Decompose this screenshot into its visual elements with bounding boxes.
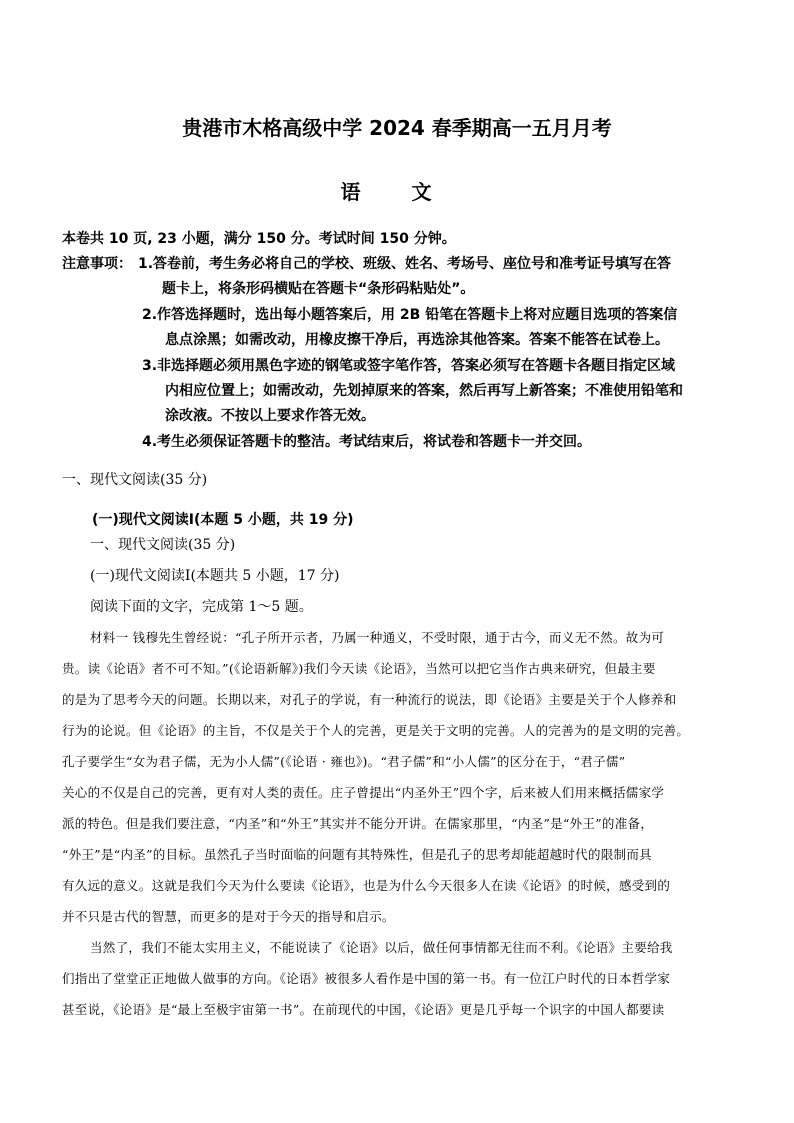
note-item-3: 3.非选择题必须用黑色字迹的钢笔或签字笔作答，答案必须写在答题卡各题目指定区域 bbox=[142, 358, 676, 374]
note-item-4: 4.考生必须保证答题卡的整洁。考试结束后，将试卷和答题卡一并交回。 bbox=[142, 434, 592, 450]
subject-heading: 语 文 bbox=[340, 180, 454, 204]
note-item-3-cont2: 涂改液。不按以上要求作答无效。 bbox=[165, 408, 375, 424]
note-item-3-cont: 内相应位置上；如需改动，先划掉原来的答案，然后再写上新答案；不准使用铅笔和 bbox=[165, 383, 683, 399]
paragraph-line: 有久远的意义。这就是我们今天为什么要读《论语》，也是为什么今天很多人在读《论语》的时候，感受到的 bbox=[62, 878, 671, 893]
paragraph-line: 行为的论说。但《论语》的主旨，不仅是关于个人的完善，更是关于文明的完善。人的完善为的是文明的完善。 bbox=[62, 723, 690, 738]
paragraph-line: 关心的不仅是自己的完善，更有对人类的责任。庄子曾提出“内圣外王”四个字，后来被人们用来概括儒家学 bbox=[62, 785, 665, 800]
paragraph-line: “外王”是“内圣”的目标。虽然孔子当时面临的问题有其特殊性，但是孔子的思考却能超越时代的限制而具 bbox=[62, 847, 652, 862]
note-item-1: 1.答卷前，考生务必将自己的学校、班级、姓名、考场号、座位号和准考证号填写在答 bbox=[138, 256, 672, 272]
exam-info: 本卷共 10 页, 23 小题，满分 150 分。考试时间 150 分钟。 bbox=[62, 231, 456, 247]
subsection-heading: (一)现代文阅读Ⅰ(本题 5 小题，共 19 分) bbox=[92, 512, 354, 528]
section-heading-repeat: 一、现代文阅读(35 分) bbox=[90, 537, 236, 553]
section-heading: 一、现代文阅读(35 分) bbox=[62, 472, 208, 488]
note-item-2-cont: 息点涂黑；如需改动，用橡皮擦干净后，再选涂其他答案。答案不能答在试卷上。 bbox=[165, 332, 669, 348]
exam-title: 贵港市木格高级中学 2024 春季期高一五月月考 bbox=[182, 116, 612, 140]
paragraph-line: 的是为了思考今天的问题。长期以来，对孔子的学说，有一种流行的说法，即《论语》主要是关于个人修养和 bbox=[62, 692, 677, 707]
paragraph-line: 们指出了堂堂正正地做人做事的方向。《论语》被很多人看作是中国的第一书。有一位江户时代的日本哲学家 bbox=[62, 971, 671, 986]
note-item-1-cont: 题卡上，将条形码横贴在答题卡“条形码粘贴处”。 bbox=[162, 281, 475, 297]
paragraph-line: 派的特色。但是我们要注意，“内圣”和“外王”其实并不能分开讲。在儒家那里，“内圣”是“外王”的准备， bbox=[62, 816, 654, 831]
paragraph-line: 贵。读《论语》者不可不知。”(《论语新解》)我们今天读《论语》，当然可以把它当作古典来研究，但最主要 bbox=[62, 661, 656, 676]
note-item-2: 2.作答选择题时，选出每小题答案后，用 2B 铅笔在答题卡上将对应题目选项的答案信 bbox=[142, 307, 678, 323]
paragraph-line: 孔子要学生“女为君子儒，无为小人儒”(《论语 · 雍也》)。“君子儒”和“小人儒”的区分在于，“君子儒” bbox=[62, 754, 626, 769]
subsection-heading-repeat: (一)现代文阅读Ⅰ(本题共 5 小题，17 分) bbox=[90, 568, 340, 584]
paragraph-line: 甚至说，《论语》是“最上至极宇宙第一书”。在前现代的中国，《论语》更是几乎每一个识字的中国人都要读 bbox=[62, 1002, 665, 1017]
notes-label: 注意事项： bbox=[62, 256, 132, 272]
reading-instruction: 阅读下面的文字，完成第 1～5 题。 bbox=[90, 599, 313, 615]
paragraph-line: 材料一 钱穆先生曾经说：“孔子所开示者，乃属一种通义，不受时限，通于古今，而义无不然。故为可 bbox=[90, 630, 665, 645]
paragraph-line: 并不只是古代的智慧，而更多的是对于今天的指导和启示。 bbox=[62, 909, 395, 924]
paragraph-line: 当然了，我们不能太实用主义，不能说读了《论语》以后，做任何事情都无往而不利。《论语》主要给我 bbox=[90, 940, 673, 955]
